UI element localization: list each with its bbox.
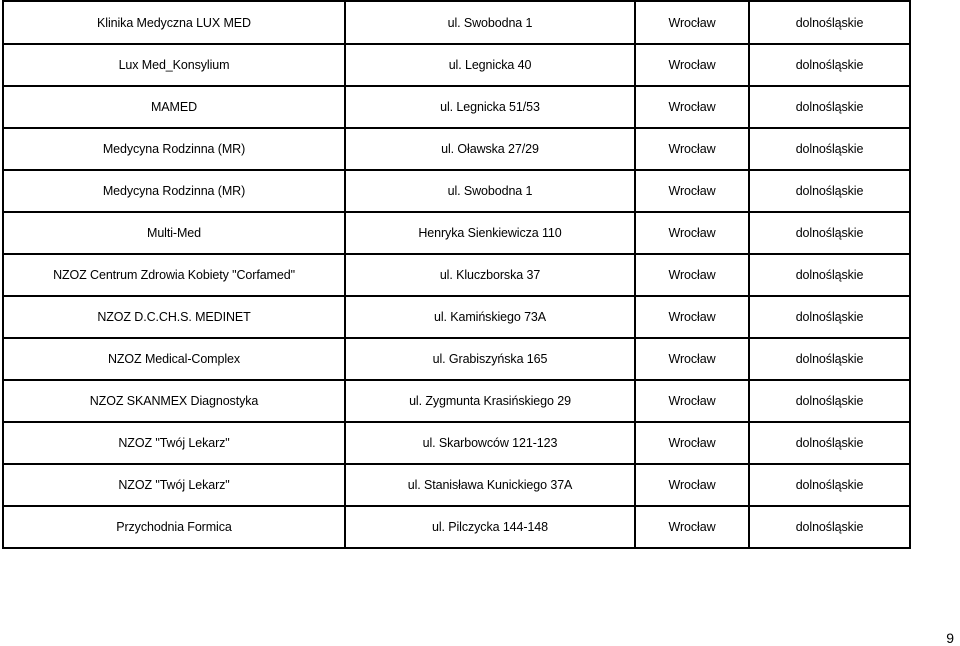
- facility-name-cell: Klinika Medyczna LUX MED: [3, 1, 345, 44]
- region-cell: dolnośląskie: [749, 44, 910, 86]
- street-cell: ul. Oławska 27/29: [345, 128, 635, 170]
- region-cell: dolnośląskie: [749, 254, 910, 296]
- region-cell: dolnośląskie: [749, 464, 910, 506]
- region-cell: dolnośląskie: [749, 86, 910, 128]
- table-row: [3, 380, 910, 422]
- table-row: [3, 212, 910, 254]
- region-cell: dolnośląskie: [749, 212, 910, 254]
- region-cell: dolnośląskie: [749, 506, 910, 548]
- region-cell: dolnośląskie: [749, 128, 910, 170]
- facility-name-cell: Przychodnia Formica: [3, 506, 345, 548]
- facility-name-cell: MAMED: [3, 86, 345, 128]
- facility-name-cell: Lux Med_Konsylium: [3, 44, 345, 86]
- city-cell: Wrocław: [635, 338, 749, 380]
- table-row: [3, 1, 910, 44]
- table-row: [3, 422, 910, 464]
- table-row: [3, 338, 910, 380]
- city-cell: Wrocław: [635, 1, 749, 44]
- street-cell: ul. Pilczycka 144-148: [345, 506, 635, 548]
- table-row: [3, 464, 910, 506]
- facility-name-cell: NZOZ SKANMEX Diagnostyka: [3, 380, 345, 422]
- region-cell: dolnośląskie: [749, 422, 910, 464]
- city-cell: Wrocław: [635, 506, 749, 548]
- region-cell: dolnośląskie: [749, 338, 910, 380]
- street-cell: ul. Kluczborska 37: [345, 254, 635, 296]
- street-cell: ul. Zygmunta Krasińskiego 29: [345, 380, 635, 422]
- facility-name-cell: NZOZ "Twój Lekarz": [3, 464, 345, 506]
- table-row: [3, 170, 910, 212]
- street-cell: ul. Swobodna 1: [345, 170, 635, 212]
- page-number: 9: [946, 630, 954, 646]
- region-cell: dolnośląskie: [749, 380, 910, 422]
- city-cell: Wrocław: [635, 422, 749, 464]
- street-cell: ul. Skarbowców 121-123: [345, 422, 635, 464]
- facility-name-cell: Multi-Med: [3, 212, 345, 254]
- street-cell: ul. Swobodna 1: [345, 1, 635, 44]
- city-cell: Wrocław: [635, 464, 749, 506]
- table-row: [3, 86, 910, 128]
- street-cell: ul. Kamińskiego 73A: [345, 296, 635, 338]
- facility-name-cell: Medycyna Rodzinna (MR): [3, 128, 345, 170]
- city-cell: Wrocław: [635, 44, 749, 86]
- facility-name-cell: NZOZ D.C.CH.S. MEDINET: [3, 296, 345, 338]
- street-cell: ul. Grabiszyńska 165: [345, 338, 635, 380]
- city-cell: Wrocław: [635, 170, 749, 212]
- table-row: [3, 254, 910, 296]
- facility-name-cell: NZOZ Medical-Complex: [3, 338, 345, 380]
- facility-name-cell: NZOZ Centrum Zdrowia Kobiety "Corfamed": [3, 254, 345, 296]
- region-cell: dolnośląskie: [749, 1, 910, 44]
- table-row: [3, 44, 910, 86]
- street-cell: Henryka Sienkiewicza 110: [345, 212, 635, 254]
- street-cell: ul. Stanisława Kunickiego 37A: [345, 464, 635, 506]
- region-cell: dolnośląskie: [749, 296, 910, 338]
- region-cell: dolnośląskie: [749, 170, 910, 212]
- street-cell: ul. Legnicka 51/53: [345, 86, 635, 128]
- table-row: [3, 296, 910, 338]
- city-cell: Wrocław: [635, 380, 749, 422]
- table-row: [3, 506, 910, 548]
- city-cell: Wrocław: [635, 296, 749, 338]
- city-cell: Wrocław: [635, 86, 749, 128]
- facilities-table: [2, 0, 911, 549]
- city-cell: Wrocław: [635, 128, 749, 170]
- city-cell: Wrocław: [635, 212, 749, 254]
- street-cell: ul. Legnicka 40: [345, 44, 635, 86]
- city-cell: Wrocław: [635, 254, 749, 296]
- table-row: [3, 128, 910, 170]
- facility-name-cell: Medycyna Rodzinna (MR): [3, 170, 345, 212]
- facility-name-cell: NZOZ "Twój Lekarz": [3, 422, 345, 464]
